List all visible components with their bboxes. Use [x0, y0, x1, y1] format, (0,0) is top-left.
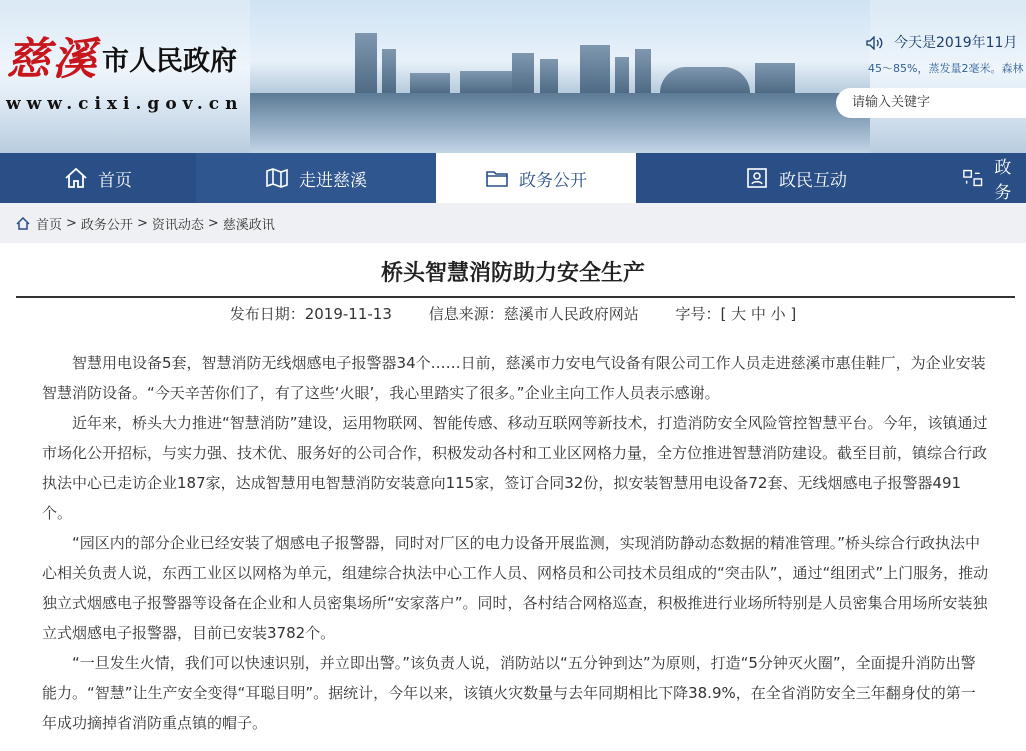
home-icon — [64, 167, 88, 189]
article-title: 桥头智慧消防助力安全生产 — [380, 261, 645, 286]
nav-item-about[interactable] — [196, 153, 436, 203]
article-paragraph: 近年来，桥头大力推进“智慧消防”建设，运用物联网、智能传感、移动互联网等新技术，打造消防安全风险管控智慧平台。今年，该镇通过市场化公开招标，与实力强、技术优、服务好的公司合作，积极发动各村和工业区网格力量，全方位推进智慧消防建设。截至目前，镇综合行政执法中心已走访企业187家，达成智慧用电智慧消防安装意向115家，签订合同32份，拟安装智慧用电设备72套、无线烟感电子报警器491个。 — [42, 414, 988, 522]
breadcrumb — [0, 203, 1026, 243]
article-paragraph: “一旦发生火情，我们可以快速识别，并立即出警。”该负责人说，消防站以“五分钟到达”为原则，打造“5分钟灭火圈”，全面提升消防出警能力。“智慧”让生产安全变得“耳聪目明”。据统计，今年以来，该镇火灾数量与去年同期相比下降38.9%，在全省消防安全三年翻身仗的第一年成功摘掉省消防重点镇的帽子。 — [42, 654, 976, 732]
nav-item-label: 首页 — [98, 170, 132, 191]
article-paragraph: “园区内的部分企业已经安装了烟感电子报警器，同时对厂区的电力设备开展监测，实现消防静动态数据的精准管理。”桥头综合行政执法中心相关负责人说，东西工业区以网格为单元，组建综合执法中心工作人员、网格员和公司技术员组成的“突击队”，通过“组团式”上门服务，推动独立式烟感电子报警器等设备在企业和人员密集场所“安家落户”。同时，各村结合网格巡查，积极推进行业场所特别是人员密集合用场所安装独立式烟感电子报警器，目前已安装3782个。 — [42, 534, 989, 642]
article-meta — [0, 303, 1026, 324]
publish-date: 发布日期：2019-11-13 — [229, 305, 392, 323]
main-nav — [0, 153, 1026, 203]
font-size-control[interactable]: 字号：[ 大 中 小 ] — [675, 305, 797, 323]
breadcrumb-gov-info[interactable]: 政务公开 — [80, 217, 133, 233]
service-icon — [962, 167, 984, 189]
nav-item-label: 政民互动 — [779, 170, 847, 191]
logo-script: 慈溪 — [6, 34, 98, 85]
breadcrumb-home[interactable]: 首页 — [36, 217, 63, 233]
user-card-icon — [745, 167, 769, 189]
site-logo[interactable] — [6, 34, 237, 85]
nav-item-gov-info[interactable] — [436, 153, 636, 203]
nav-item-label: 走进慈溪 — [299, 170, 367, 191]
nav-item-label: 政务公开 — [519, 170, 587, 191]
site-url: www.cixi.gov.cn — [6, 94, 244, 114]
logo-text: 市人民政府 — [102, 46, 237, 77]
breadcrumb-separator: > — [136, 215, 148, 231]
article-body — [42, 348, 990, 738]
nav-item-services[interactable] — [956, 153, 1026, 203]
title-divider — [16, 296, 1015, 298]
search-input[interactable]: 请输入关键字 — [836, 88, 1026, 118]
folder-icon — [485, 167, 509, 189]
info-source: 信息来源：慈溪市人民政府网站 — [428, 305, 639, 323]
breadcrumb-cixi-news[interactable]: 慈溪政讯 — [222, 217, 275, 233]
nav-item-label: 政务 — [994, 158, 1012, 203]
site-header — [0, 0, 1026, 153]
breadcrumb-separator: > — [207, 215, 219, 231]
article-paragraph: 智慧用电设备5套，智慧消防无线烟感电子报警器34个……日前，慈溪市力安电气设备有限公司工作人员走进慈溪市惠佳鞋厂，为企业安装智慧消防设备。“今天辛苦你们了，有了这些‘火眼’，我心里踏实了很多。”企业主向工作人员表示感谢。 — [42, 354, 986, 402]
breadcrumb-separator: > — [66, 215, 77, 231]
nav-item-home[interactable] — [0, 153, 196, 203]
nav-item-interaction[interactable] — [636, 153, 956, 203]
speaker-icon — [866, 36, 884, 50]
weather-info — [866, 32, 1017, 52]
breadcrumb-news[interactable]: 资讯动态 — [151, 217, 204, 233]
home-icon — [16, 217, 30, 230]
water-reflection — [250, 93, 870, 153]
weather-details: 45～85%，蒸发量2毫米。森林 — [868, 62, 1024, 75]
map-icon — [265, 167, 289, 189]
weather-date: 今天是2019年11月 — [894, 35, 1018, 51]
